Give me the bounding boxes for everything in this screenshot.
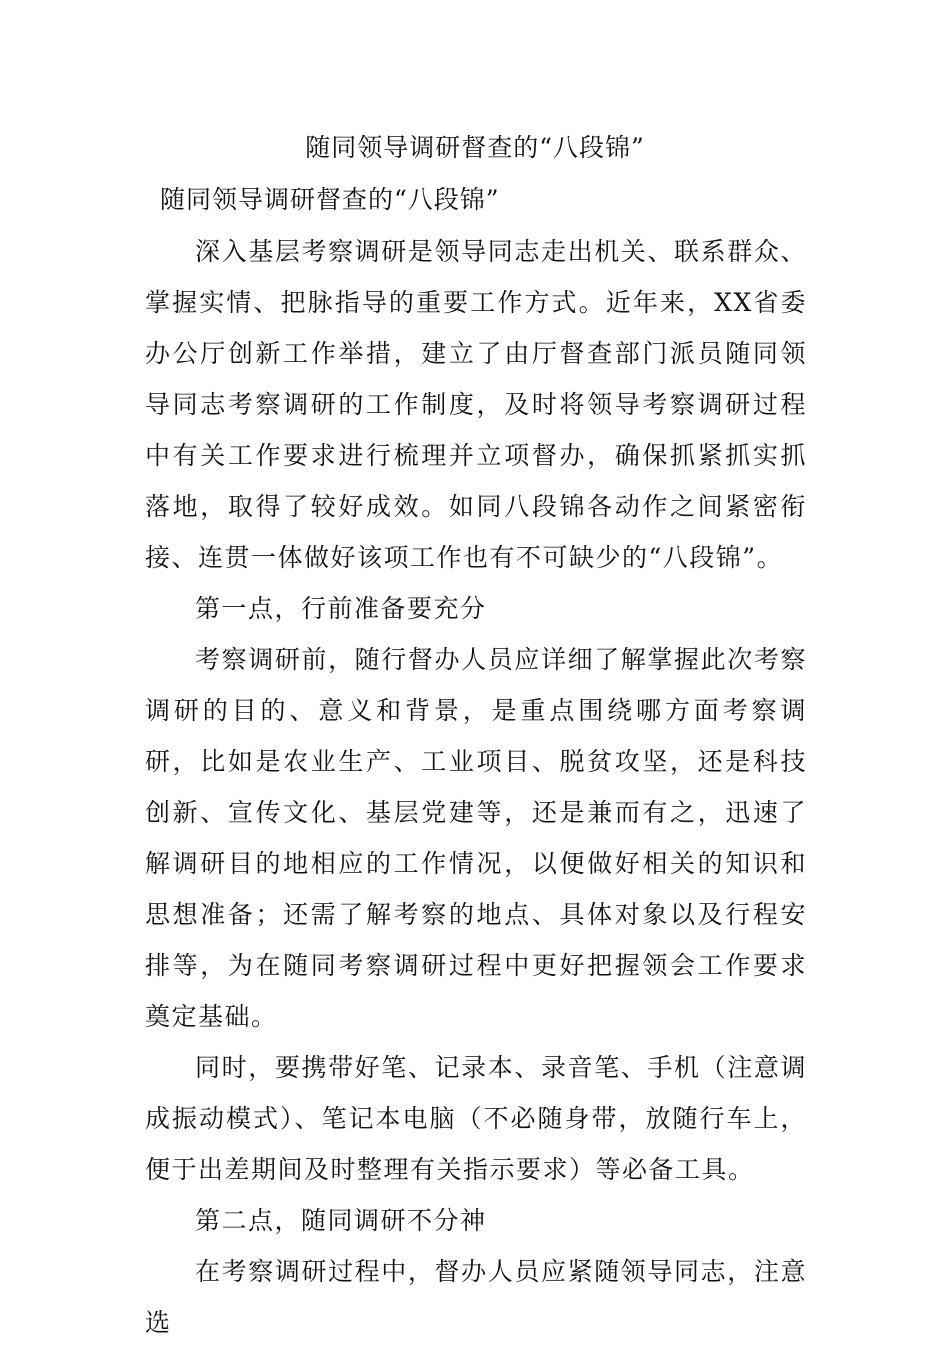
paragraph-tools: 同时，要携带好笔、记录本、录音笔、手机（注意调成振动模式）、笔记本电脑（不必随身带，放随行车上，便于出差期间及时整理有关指示要求）等必备工具。 xyxy=(145,1053,807,1184)
section-heading-1: 第一点，行前准备要充分 xyxy=(195,594,487,623)
paragraph-preparation: 考察调研前，随行督办人员应详细了解掌握此次考察调研的目的、意义和背景，是重点围绕哪方面考察调研，比如是农业生产、工业项目、脱贫攻坚，还是科技创新、宣传文化、基层党建等，还是兼而有之，迅速了解调研目的地相应的工作情况，以便做好相关的知识和思想准备；还需了解考察的地点、具体对象以及行程安排等，为在随同考察调研过程中更好把握领会工作要求奠定基础。 xyxy=(145,645,807,1031)
document-subtitle: 随同领导调研督查的“八段锦” xyxy=(160,185,500,214)
document-body xyxy=(145,226,807,1348)
paragraph-during-research: 在考察调研过程中，督办人员应紧随领导同志，注意选 xyxy=(145,1257,807,1337)
document-title: 随同领导调研督查的“八段锦” xyxy=(305,133,645,162)
section-heading-2: 第二点，随同调研不分神 xyxy=(195,1206,487,1235)
paragraph-intro: 深入基层考察调研是领导同志走出机关、联系群众、掌握实情、把脉指导的重要工作方式。近年来，XX省委办公厅创新工作举措，建立了由厅督查部门派员随同领导同志考察调研的工作制度，及时将领导考察调研过程中有关工作要求进行梳理并立项督办，确保抓紧抓实抓落地，取得了较好成效。如同八段锦各动作之间紧密衔接、连贯一体做好该项工作也有不可缺少的“八段锦”。 xyxy=(145,237,807,572)
